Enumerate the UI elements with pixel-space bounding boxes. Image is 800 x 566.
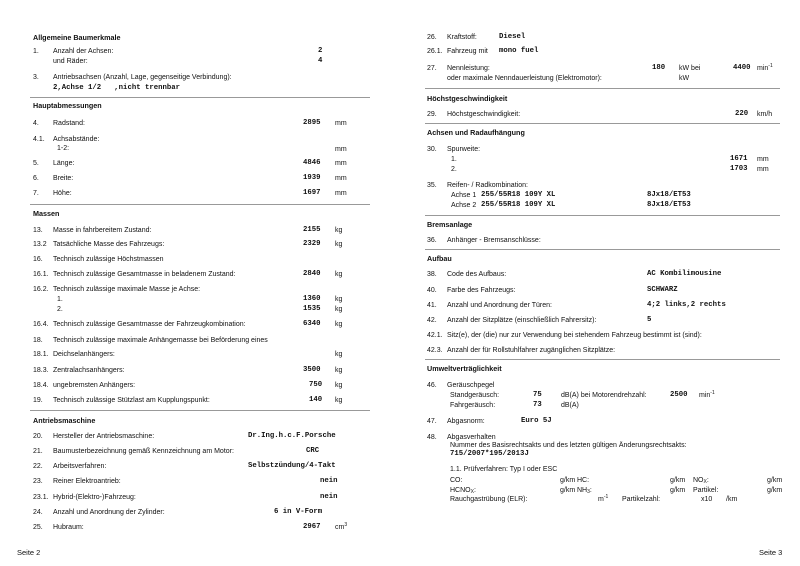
field-value: 2 (318, 47, 323, 55)
item-number: 22. (33, 463, 43, 470)
field-value: 3500 (303, 366, 321, 374)
item-number: 16.2. (33, 286, 49, 293)
unit: kW (679, 75, 690, 82)
field-label: Breite: (53, 175, 74, 182)
field-value: 715/2007*195/2013J (450, 450, 529, 458)
field-label: 2. (57, 306, 63, 313)
field-value: 255/55R18 109Y XL (481, 191, 556, 199)
unit: g/km (670, 487, 686, 494)
item-number: 18. (33, 337, 43, 344)
item-number: 30. (427, 146, 437, 153)
field-label: Anzahl und Anordnung der Zylinder: (53, 509, 165, 516)
section-heading: Allgemeine Baumerkmale (33, 33, 121, 42)
unit-text: cm (335, 524, 345, 531)
item-number: 26. (427, 34, 437, 41)
field-label: Anzahl und Anordnung der Türen: (447, 302, 552, 309)
field-label: Achsabstände: (53, 136, 100, 143)
field-value: 2,Achse 1/2 ,nicht trennbar (53, 84, 180, 92)
field-label: Antriebsachsen (Anzahl, Lage, gegenseitige Verbindung): (53, 74, 232, 81)
field-value: 8Jx18/ET53 (647, 191, 691, 199)
field-value: 220 (735, 110, 749, 118)
field-label: oder maximale Nenndauerleistung (Elektromotor): (447, 75, 602, 82)
item-number: 47. (427, 418, 437, 425)
field-value: 255/55R18 109Y XL (481, 201, 556, 209)
field-value: 1939 (303, 174, 321, 182)
field-value: 1671 (730, 155, 748, 163)
item-number: 36. (427, 237, 437, 244)
field-value: 5 (647, 316, 652, 324)
page-left (0, 0, 395, 566)
unit: /km (726, 496, 738, 503)
label-text: NO (693, 477, 704, 484)
field-value: 73 (533, 401, 542, 409)
item-number: 40. (427, 287, 437, 294)
unit: km/h (757, 111, 773, 118)
item-number: 20. (33, 433, 43, 440)
field-label: Anzahl der Sitzplätze (einschließlich Fahrersitz): (447, 317, 597, 324)
field-label: Technisch zulässige Gesamtmasse der Fahrzeugkombination: (53, 321, 246, 328)
field-label: Technisch zulässige Gesamtmasse in beladenem Zustand: (53, 271, 236, 278)
field-label: Baumusterbezeichnung gemäß Kennzeichnung am Motor: (53, 448, 234, 455)
item-number: 27. (427, 65, 437, 72)
field-label: Länge: (53, 160, 75, 167)
unit: mm (335, 175, 347, 182)
unit: dB(A) bei Motorendrehzahl: (561, 392, 647, 399)
unit-exponent: -1 (768, 63, 773, 69)
label-colon: : (589, 487, 592, 494)
item-number: 4. (33, 120, 39, 127)
field-value: 2840 (303, 270, 321, 278)
section-heading: Umweltverträglichkeit (427, 364, 502, 373)
field-label: Achse 1 (451, 192, 477, 199)
field-value: AC Kombilimousine (647, 270, 722, 278)
unit-exponent: -1 (603, 494, 609, 500)
unit: mm (335, 190, 347, 197)
field-label: Technisch zulässige maximale Masse je Achse: (53, 286, 201, 293)
divider (425, 123, 780, 124)
field-label: Farbe des Fahrzeugs: (447, 287, 516, 294)
field-label: Reifen- / Radkombination: (447, 182, 528, 189)
item-number: 24. (33, 509, 43, 516)
unit (699, 391, 715, 400)
field-label: Fahrgeräusch: (450, 402, 496, 409)
item-number: 19. (33, 397, 43, 404)
item-number: 21. (33, 448, 43, 455)
field-label: Hersteller der Antriebsmaschine: (53, 433, 155, 440)
divider (425, 359, 780, 360)
field-value: 4846 (303, 159, 321, 167)
page-number: Seite 2 (17, 548, 41, 557)
unit: dB(A) (561, 402, 579, 409)
field-label: Hybrid-(Elektro-)Fahrzeug: (53, 494, 136, 501)
field-label: Code des Aufbaus: (447, 271, 507, 278)
field-value: 4400 (733, 64, 751, 72)
field-label: 1.1. Prüfverfahren: Typ I oder ESC (450, 466, 558, 473)
field-label: Anzahl der Achsen: (53, 48, 114, 55)
item-number: 3. (33, 74, 39, 81)
field-label: Reiner Elektroantrieb: (53, 478, 121, 485)
field-value: 2329 (303, 240, 321, 248)
emission-label-partikelzahl: Partikelzahl: (622, 496, 661, 503)
item-number: 38. (427, 271, 437, 278)
unit: kg (335, 227, 343, 234)
field-value: Selbstzündung/4-Takt (248, 462, 336, 470)
item-number: 46. (427, 382, 437, 389)
item-number: 7. (33, 190, 39, 197)
label-subscript: X (703, 479, 707, 485)
unit: kg (335, 296, 343, 303)
unit: kg (335, 397, 343, 404)
unit (598, 495, 608, 504)
unit: x10 (701, 496, 713, 503)
unit: kg (335, 382, 343, 389)
item-number: 4.1. (33, 136, 45, 143)
field-label: Anzahl der für Rollstuhlfahrer zugänglichen Sitzplätze: (447, 347, 616, 354)
unit-text: min (757, 65, 769, 72)
section-heading: Massen (33, 209, 60, 218)
item-number: 18.3. (33, 367, 49, 374)
divider (30, 97, 370, 98)
field-label: Technisch zulässige Stützlast am Kupplungspunkt: (53, 397, 210, 404)
field-label: Höhe: (53, 190, 72, 197)
field-value: CRC (306, 447, 320, 455)
field-value: 75 (533, 391, 542, 399)
field-label: 1-2: (57, 145, 70, 152)
field-value: 1535 (303, 305, 321, 313)
item-number: 18.1. (33, 351, 49, 358)
unit-text: m (598, 496, 604, 503)
field-value: 6340 (303, 320, 321, 328)
item-number: 25. (33, 524, 43, 531)
field-label: Höchstgeschwindigkeit: (447, 111, 521, 118)
emission-label-hcnox (450, 486, 476, 495)
unit: g/km (670, 477, 686, 484)
emission-label-nox (693, 476, 709, 485)
item-number: 41. (427, 302, 437, 309)
field-value: 6 in V-Form (274, 508, 323, 516)
section-heading: Antriebsmaschine (33, 416, 96, 425)
item-number: 16.4. (33, 321, 49, 328)
item-number: 29. (427, 111, 437, 118)
unit: mm (757, 166, 769, 173)
field-label: Anhänger - Bremsanschlüsse: (447, 237, 541, 244)
field-label: Arbeitsverfahren: (53, 463, 107, 470)
field-label: Nummer des Basisrechtsakts und des letzten gültigen Änderungsrechtsakts: (450, 442, 687, 449)
field-value: 1360 (303, 295, 321, 303)
field-value: 1697 (303, 189, 321, 197)
unit: kg (335, 271, 343, 278)
field-label: und Räder: (53, 58, 88, 65)
field-label: ungebremsten Anhängers: (53, 382, 136, 389)
item-number: 13. (33, 227, 43, 234)
field-label: 1. (451, 156, 457, 163)
item-number: 16. (33, 256, 43, 263)
unit (757, 64, 773, 73)
unit: g/km (767, 477, 783, 484)
field-label: Zentralachsanhängers: (53, 367, 125, 374)
unit: g/km (560, 487, 576, 494)
label-text: HCNO (450, 487, 471, 494)
item-number: 1. (33, 48, 39, 55)
item-number: 42. (427, 317, 437, 324)
unit-text: min (699, 392, 711, 399)
unit-exponent: -1 (710, 390, 715, 396)
field-label: Abgasnorm: (447, 418, 485, 425)
item-number: 42.1. (427, 332, 443, 339)
item-number: 35. (427, 182, 437, 189)
item-number: 23. (33, 478, 43, 485)
field-value: 4;2 links,2 rechts (647, 301, 726, 309)
item-number: 48. (427, 434, 437, 441)
field-value: SCHWARZ (647, 286, 678, 294)
field-label: Fahrzeug mit (447, 48, 488, 55)
item-number: 23.1. (33, 494, 49, 501)
field-value: 8Jx18/ET53 (647, 201, 691, 209)
emission-label-co: CO: (450, 477, 463, 484)
field-value: Dr.Ing.h.c.F.Porsche (248, 432, 336, 440)
field-label: Kraftstoff: (447, 34, 477, 41)
section-heading: Bremsanlage (427, 220, 473, 229)
emission-label-elr: Rauchgastrübung (ELR): (450, 496, 528, 503)
page-right (405, 0, 800, 566)
page-number: Seite 3 (759, 548, 783, 557)
item-number: 18.4. (33, 382, 49, 389)
divider (425, 88, 780, 89)
label-subscript: X (470, 489, 474, 495)
item-number: 42.3. (427, 347, 443, 354)
field-value: 2895 (303, 119, 321, 127)
field-label: Hubraum: (53, 524, 84, 531)
item-number: 6. (33, 175, 39, 182)
field-value: Euro 5J (521, 417, 552, 425)
item-number: 16.1. (33, 271, 49, 278)
unit: kW bei (679, 65, 701, 72)
field-label: Technisch zulässige Höchstmassen (53, 256, 164, 263)
field-label: Abgasverhalten (447, 434, 496, 441)
field-label: Masse in fahrbereitem Zustand: (53, 227, 152, 234)
section-heading: Aufbau (427, 254, 452, 263)
label-colon: : (473, 487, 476, 494)
section-heading: Achsen und Radaufhängung (427, 128, 525, 137)
field-value: 2155 (303, 226, 321, 234)
field-label: Geräuschpegel (447, 382, 495, 389)
unit: mm (335, 160, 347, 167)
unit (335, 523, 347, 532)
field-label: Deichselanhängers: (53, 351, 115, 358)
divider (425, 215, 780, 216)
unit: mm (757, 156, 769, 163)
unit-exponent: 3 (344, 522, 348, 528)
field-value: Diesel (499, 33, 526, 41)
field-value: 180 (652, 64, 666, 72)
emission-label-nh3 (577, 486, 592, 495)
item-number: 5. (33, 160, 39, 167)
unit: kg (335, 306, 343, 313)
unit: kg (335, 351, 343, 358)
section-heading: Höchstgeschwindigkeit (427, 94, 508, 103)
field-value: nein (320, 477, 338, 485)
section-heading: Hauptabmessungen (33, 101, 102, 110)
field-value: 4 (318, 57, 323, 65)
unit: kg (335, 367, 343, 374)
field-value: 140 (309, 396, 323, 404)
field-value: 2967 (303, 523, 321, 531)
unit: mm (335, 120, 347, 127)
field-label: Sitz(e), der (die) nur zur Verwendung bei stehendem Fahrzeug bestimmt ist (sind): (447, 332, 702, 339)
field-label: Spurweite: (447, 146, 481, 153)
field-label: 1. (57, 296, 63, 303)
field-label: Technisch zulässige maximale Anhängemasse bei Beförderung eines (53, 337, 268, 344)
field-label: Nennleistung: (447, 65, 490, 72)
divider (30, 204, 370, 205)
field-value: mono fuel (499, 47, 539, 55)
label-text: NH (577, 487, 588, 494)
unit: mm (335, 146, 347, 153)
field-value: 1703 (730, 165, 748, 173)
unit: kg (335, 321, 343, 328)
field-value: 750 (309, 381, 323, 389)
emission-label-hc: HC: (577, 477, 590, 484)
field-label: Standgeräusch: (450, 392, 500, 399)
label-subscript: 3 (587, 489, 590, 495)
field-value: 2500 (670, 391, 688, 399)
label-colon: : (706, 477, 709, 484)
unit: g/km (767, 487, 783, 494)
field-label: 2. (451, 166, 457, 173)
item-number: 13.2 (33, 241, 47, 248)
field-label: Radstand: (53, 120, 85, 127)
unit: g/km (560, 477, 576, 484)
field-label: Tatsächliche Masse des Fahrzeugs: (53, 241, 165, 248)
divider (30, 410, 370, 411)
field-value: nein (320, 493, 338, 501)
emission-label-partikel: Partikel: (693, 487, 719, 494)
item-number: 26.1. (427, 48, 443, 55)
unit: kg (335, 241, 343, 248)
field-label: Achse 2 (451, 202, 477, 209)
divider (425, 249, 780, 250)
